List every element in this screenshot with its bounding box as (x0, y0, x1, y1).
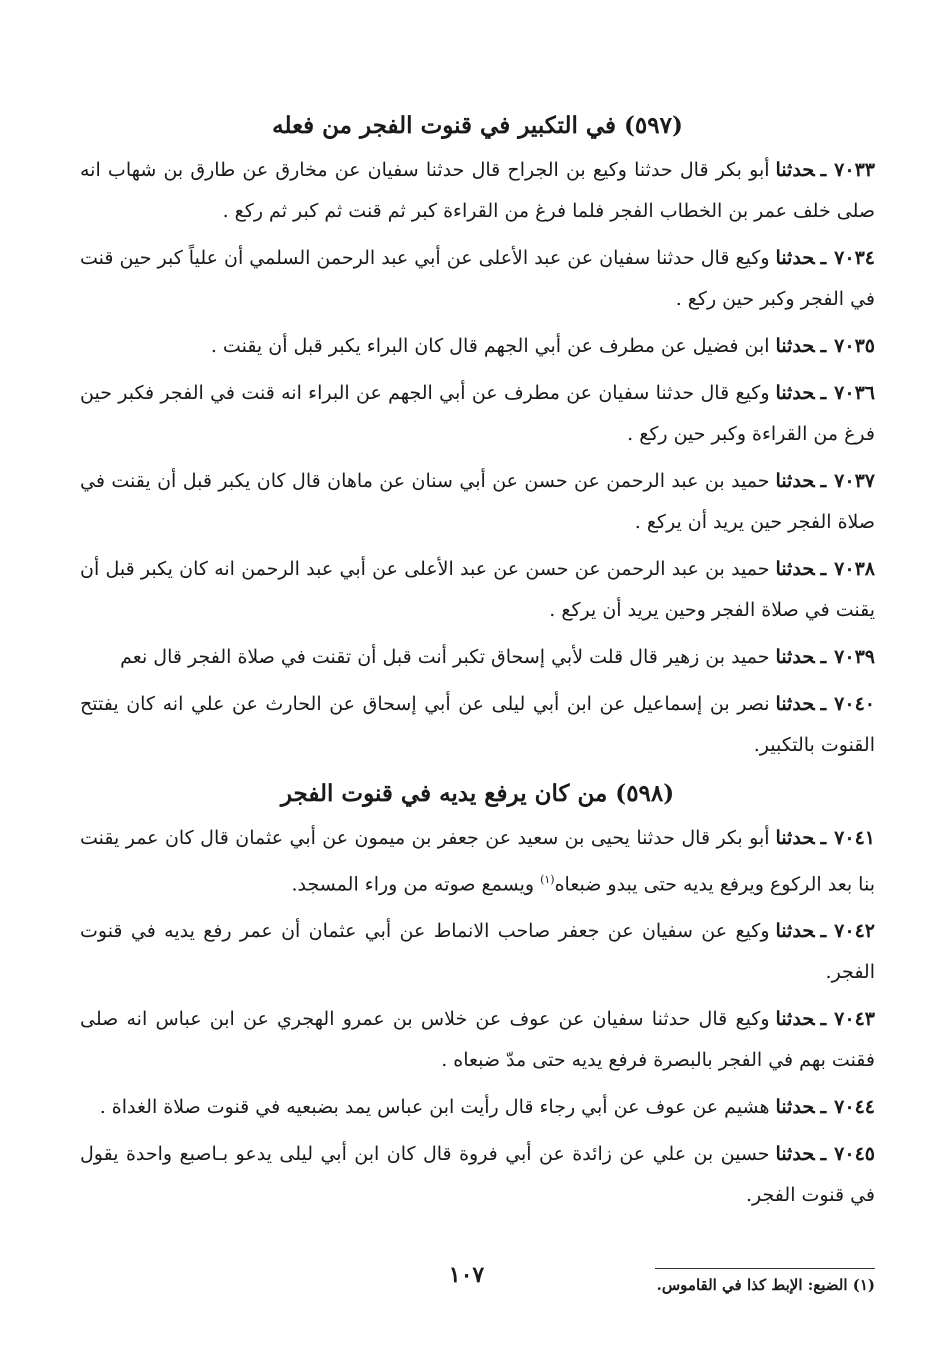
hadith-number: ٧٠٤٢ (834, 920, 875, 943)
hadith-number: ٧٠٣٨ (834, 558, 875, 580)
hadith-dash: ـ (820, 558, 827, 580)
hadith-number: ٧٠٤٠ (834, 693, 875, 715)
hadith-dash: ـ (820, 335, 827, 357)
hadith-dash: ـ (820, 159, 827, 181)
hadith-text: وكيع قال حدثنا سفيان عن عوف عن خلاس بن عمرو الهجري عن ابن عباس انه صلى فقنت بهم في الفجر بالبصرة فرفع يديه حتى مدّ ضبعاه . (80, 1008, 875, 1072)
section-heading-597: (٥٩٧) في التكبير في قنوت الفجر من فعله (272, 112, 683, 139)
hadith-text: وكيع قال حدثنا سفيان عن مطرف عن أبي الجهم عن البراء انه قنت في الفجر فكبر حين فرغ من القراءة وكبر حين ركع . (80, 382, 875, 445)
hadith-lead: حدثنا (775, 1008, 815, 1031)
hadith-text: أبو بكر قال حدثنا يحيى بن سعيد عن جعفر بن ميمون عن أبي عثمان قال كان عمر يقنت بنا بعد الركوع ويرفع يديه حتى يبدو ضبعاه (80, 827, 875, 896)
hadith-dash: ـ (820, 1008, 827, 1031)
hadith-dash: ـ (820, 1143, 827, 1166)
hadith-number: ٧٠٤٣ (834, 1008, 875, 1031)
section-heading-598: (٥٩٨) من كان يرفع يديه في قنوت الفجر (280, 780, 675, 807)
footnote: (١) الضبع: الإبط كذا في القاموس. (656, 1276, 875, 1294)
hadith-dash: ـ (820, 247, 827, 269)
hadith-text: حميد بن عبد الرحمن عن حسن عن عبد الأعلى عن أبي عبد الرحمن انه كان يكبر قبل أن يقنت في صلاة الفجر وحين يريد أن يركع . (80, 558, 875, 621)
hadith-dash: ـ (820, 382, 827, 404)
hadith-text: وكيع عن سفيان عن جعفر صاحب الانماط عن أبي عثمان أن عمر رفع يديه في قنوت الفجر. (80, 920, 875, 984)
hadith-dash: ـ (820, 646, 827, 668)
hadith-text: حسين بن علي عن زائدة عن أبي فروة قال كان ابن أبي ليلى يدعو بـاصبع واحدة يقول في قنوت الفجر. (80, 1143, 875, 1207)
hadith-7038 (80, 549, 875, 631)
hadith-number: ٧٠٤٥ (834, 1143, 875, 1166)
page-number: ١٠٧ (448, 1262, 485, 1288)
hadith-7034 (80, 238, 875, 320)
hadith-7044 (80, 1087, 875, 1128)
hadith-dash: ـ (820, 470, 827, 492)
hadith-lead: حدثنا (775, 1143, 815, 1166)
hadith-7045 (80, 1134, 875, 1216)
hadith-lead: حدثنا (775, 693, 815, 715)
footnote-divider (655, 1268, 875, 1269)
hadith-text: نصر بن إسماعيل عن ابن أبي ليلى عن أبي إسحاق عن الحارث عن علي انه كان يفتتح القنوت بالتكبير. (80, 693, 875, 756)
hadith-lead: حدثنا (775, 159, 815, 181)
hadith-lead: حدثنا (775, 335, 815, 357)
hadith-text: حميد بن زهير قال قلت لأبي إسحاق تكبر أنت قبل أن تقنت في صلاة الفجر قال نعم (120, 646, 770, 668)
hadith-dash: ـ (820, 1096, 827, 1119)
hadith-7042 (80, 911, 875, 993)
hadith-lead: حدثنا (775, 247, 815, 269)
hadith-text: حميد بن عبد الرحمن عن حسن عن أبي سنان عن ماهان قال كان يكبر قبل أن يقنت في صلاة الفجر حين يريد أن يركع . (80, 470, 875, 533)
hadith-number: ٧٠٣٥ (834, 335, 875, 357)
hadith-7036 (80, 373, 875, 455)
hadith-7039 (80, 637, 875, 678)
hadith-dash: ـ (820, 693, 827, 715)
page-body (80, 100, 875, 1222)
hadith-lead: حدثنا (775, 1096, 815, 1119)
hadith-number: ٧٠٤٤ (834, 1096, 875, 1119)
hadith-lead: حدثنا (775, 827, 815, 849)
hadith-number: ٧٠٤١ (834, 827, 875, 849)
hadith-lead: حدثنا (775, 646, 815, 668)
hadith-number: ٧٠٣٧ (834, 470, 875, 492)
hadith-7043 (80, 999, 875, 1081)
hadith-number: ٧٠٣٦ (834, 382, 875, 404)
hadith-lead: حدثنا (775, 470, 815, 492)
hadith-text: هشيم عن عوف عن أبي رجاء قال رأيت ابن عباس يمد بضبعيه في قنوت صلاة الغداة . (99, 1096, 770, 1119)
hadith-7040 (80, 684, 875, 766)
hadith-text: وكيع قال حدثنا سفيان عن عبد الأعلى عن أبي عبد الرحمن السلمي أن علياً كبر حين قنت في الفجر وكبر حين ركع . (80, 247, 875, 310)
hadith-text-continued: ويسمع صوته من وراء المسجد. (291, 873, 541, 896)
hadith-text: أبو بكر قال حدثنا وكيع بن الجراح قال حدثنا سفيان عن مخارق عن طارق بن شهاب انه صلى خلف عمر بن الخطاب الفجر فلما فرغ من القراءة كبر ثم قنت ثم كبر ثم ركع . (80, 159, 875, 222)
hadith-dash: ـ (820, 827, 827, 849)
hadith-7037 (80, 461, 875, 543)
hadith-7033 (80, 150, 875, 232)
hadith-lead: حدثنا (775, 920, 815, 943)
hadith-7041 (80, 818, 875, 905)
hadith-7035 (80, 326, 875, 367)
hadith-lead: حدثنا (775, 382, 815, 404)
hadith-number: ٧٠٣٤ (834, 247, 875, 269)
footnote-reference[interactable]: (١) (540, 873, 555, 886)
hadith-lead: حدثنا (775, 558, 815, 580)
hadith-number: ٧٠٣٣ (834, 159, 875, 181)
hadith-number: ٧٠٣٩ (834, 646, 875, 668)
hadith-text: ابن فضيل عن مطرف عن أبي الجهم قال كان البراء يكبر قبل أن يقنت . (210, 335, 770, 357)
hadith-dash: ـ (820, 920, 827, 943)
